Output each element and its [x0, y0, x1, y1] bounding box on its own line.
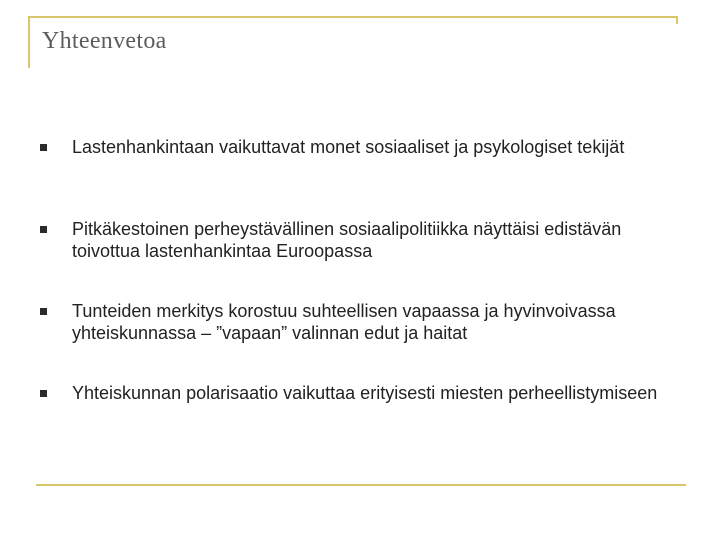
bullet-item: [40, 136, 690, 218]
slide-title: Yhteenvetoa: [42, 28, 167, 54]
bullet-text: Tunteiden merkitys korostuu suhteellisen vapaassa ja hyvinvoivassa yhteiskunnassa – ”vapaan” valinnan edut ja haitat: [72, 301, 616, 343]
bullet-list: [40, 136, 690, 464]
frame-right-rule: [676, 16, 678, 24]
square-bullet-icon: [40, 390, 47, 397]
bullet-text: Lastenhankintaan vaikuttavat monet sosiaaliset ja psykologiset tekijät: [72, 137, 625, 157]
bullet-item: [40, 382, 690, 464]
bullet-text: Pitkäkestoinen perheystävällinen sosiaalipolitiikka näyttäisi edistävän toivottua lastenhankintaa Euroopassa: [72, 219, 622, 261]
bullet-text: Yhteiskunnan polarisaatio vaikuttaa erityisesti miesten perheellistymiseen: [72, 383, 658, 403]
frame-left-rule: [28, 16, 30, 68]
bullet-item: [40, 218, 690, 300]
bullet-item: [40, 300, 690, 382]
frame-bottom-rule: [36, 484, 686, 486]
square-bullet-icon: [40, 144, 47, 151]
frame-top-rule: [28, 16, 678, 18]
square-bullet-icon: [40, 308, 47, 315]
square-bullet-icon: [40, 226, 47, 233]
